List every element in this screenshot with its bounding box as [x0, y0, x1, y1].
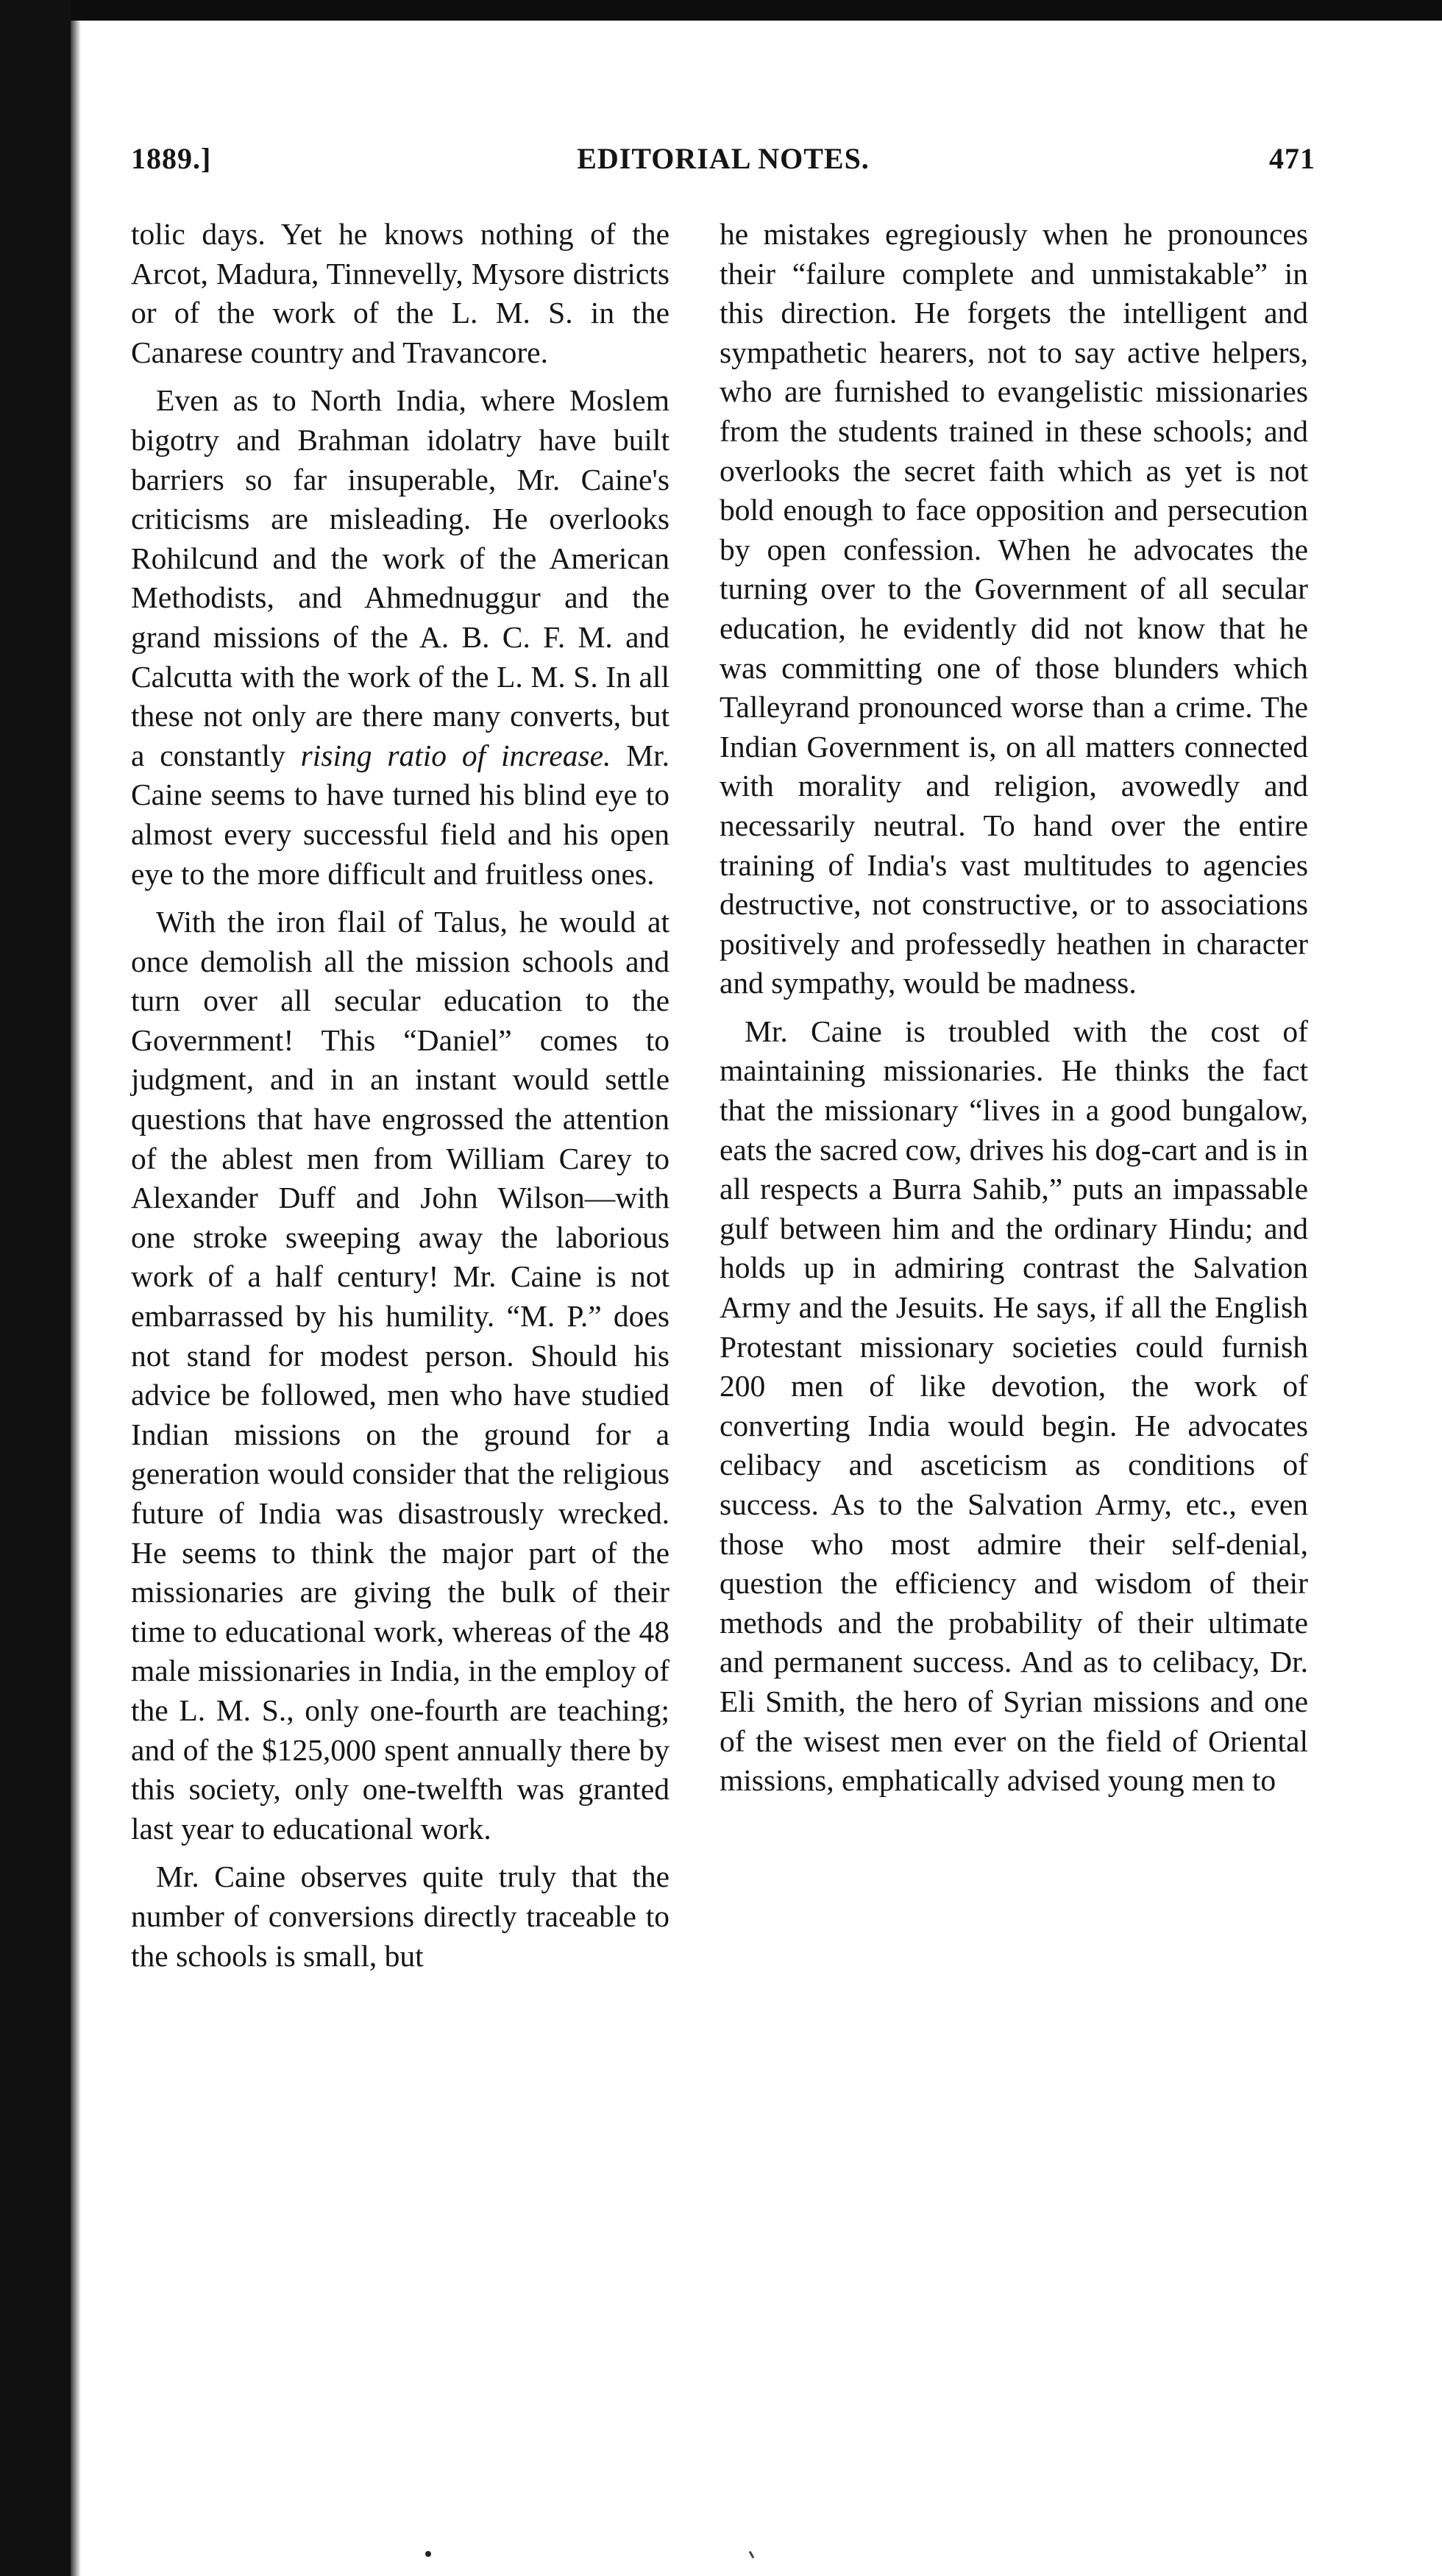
paragraph: tolic days. Yet he knows nothing of the Arcot, Madura, Tinnevelly, Mysore districts or of the work of the L. M. S. in the Canarese country and Travancore. — [131, 217, 670, 369]
running-head — [131, 141, 1315, 185]
running-head-year: 1889.] — [131, 142, 212, 175]
right-column — [720, 215, 1308, 1801]
paragraph — [131, 381, 670, 894]
paragraph-text: Even as to North India, where Moslem bigotry and Brahman idolatry have built barriers so far insuperable, Mr. Caine's criticisms are misleading. He overlooks Rohilcund and the work of the American Methodists, and Ahmednuggur and the grand missions of the A. B. C. F. M. and Calcutta with the work of the L. M. S. In all these not only are there many converts, but a constantly — [131, 383, 670, 772]
italic-phrase: rising ratio of increase. — [300, 738, 611, 772]
scan-border-top — [0, 0, 1442, 21]
page-number: 471 — [1269, 142, 1315, 175]
paragraph: he mistakes egregiously when he pronounces their “failure complete and unmistakable” in this direction. He forgets the intelligent and sympathetic hearers, not to say active helpers, who are furnished to evangelistic missionaries from the students trained in these schools; and overlooks the secret faith which as yet is not bold enough to face opposition and persecution by open confession. When he advocates the turning over to the Government of all secular education, he evidently did not know that he was committing one of those blunders which Talleyrand pronounced worse than a crime. The Indian Government is, on all matters connected with morality and religion, avowedly and necessarily neutral. To hand over the entire training of India's vast multitudes to agencies destructive, not constructive, or to associations positively and professedly heathen in character and sympathy, would be madness. — [720, 217, 1308, 1000]
paragraph: Mr. Caine is troubled with the cost of maintaining missionaries. He thinks the fact that the missionary “lives in a good bungalow, eats the sacred cow, drives his dog-cart and is in all respects a Burra Sahib,” puts an impassable gulf between him and the ordinary Hindu; and holds up in admiring contrast the Salvation Army and the Jesuits. He says, if all the English Protestant missionary societies could furnish 200 men of like devotion, the work of converting India would begin. He advocates celibacy and asceticism as conditions of success. As to the Salvation Army, etc., even those who most admire their self-denial, question the efficiency and wisdom of their methods and the probability of their ultimate and permanent success. And as to celibacy, Dr. Eli Smith, the hero of Syrian missions and one of the wisest men ever on the field of Oriental missions, emphatically advised young men to — [720, 1014, 1308, 1798]
scan-shadow — [71, 21, 81, 2576]
paragraph: Mr. Caine observes quite truly that the number of conversions directly traceable to the schools is small, but — [131, 1860, 670, 1973]
left-column — [131, 215, 670, 1976]
paragraph-text: Mr. Caine seems to have turned his blind eye to almost every successful field and his open eye to the more difficult and fruitless ones. — [131, 738, 670, 891]
running-head-section: EDITORIAL NOTES. — [577, 142, 870, 175]
scan-border-left — [0, 0, 71, 2576]
print-speck — [425, 2551, 431, 2557]
paragraph: With the iron flail of Talus, he would at once demolish all the mission schools and turn over all secular education to the Government! This “Daniel” comes to judgment, and in an instant would settle questions that have engrossed the attention of the ablest men from William Carey to Alexander Duff and John Wilson—with one stroke sweeping away the laborious work of a half century! Mr. Caine is not embarrassed by his humility. “M. P.” does not stand for modest person. Should his advice be followed, men who have studied Indian missions on the ground for a generation would consider that the religious future of India was disastrously wrecked. He seems to think the major part of the missionaries are giving the bulk of their time to educational work, whereas of the 48 male missionaries in India, in the employ of the L. M. S., only one-fourth are teaching; and of the $125,000 spent annually there by this society, only one-twelfth was granted last year to educational work. — [131, 905, 670, 1846]
